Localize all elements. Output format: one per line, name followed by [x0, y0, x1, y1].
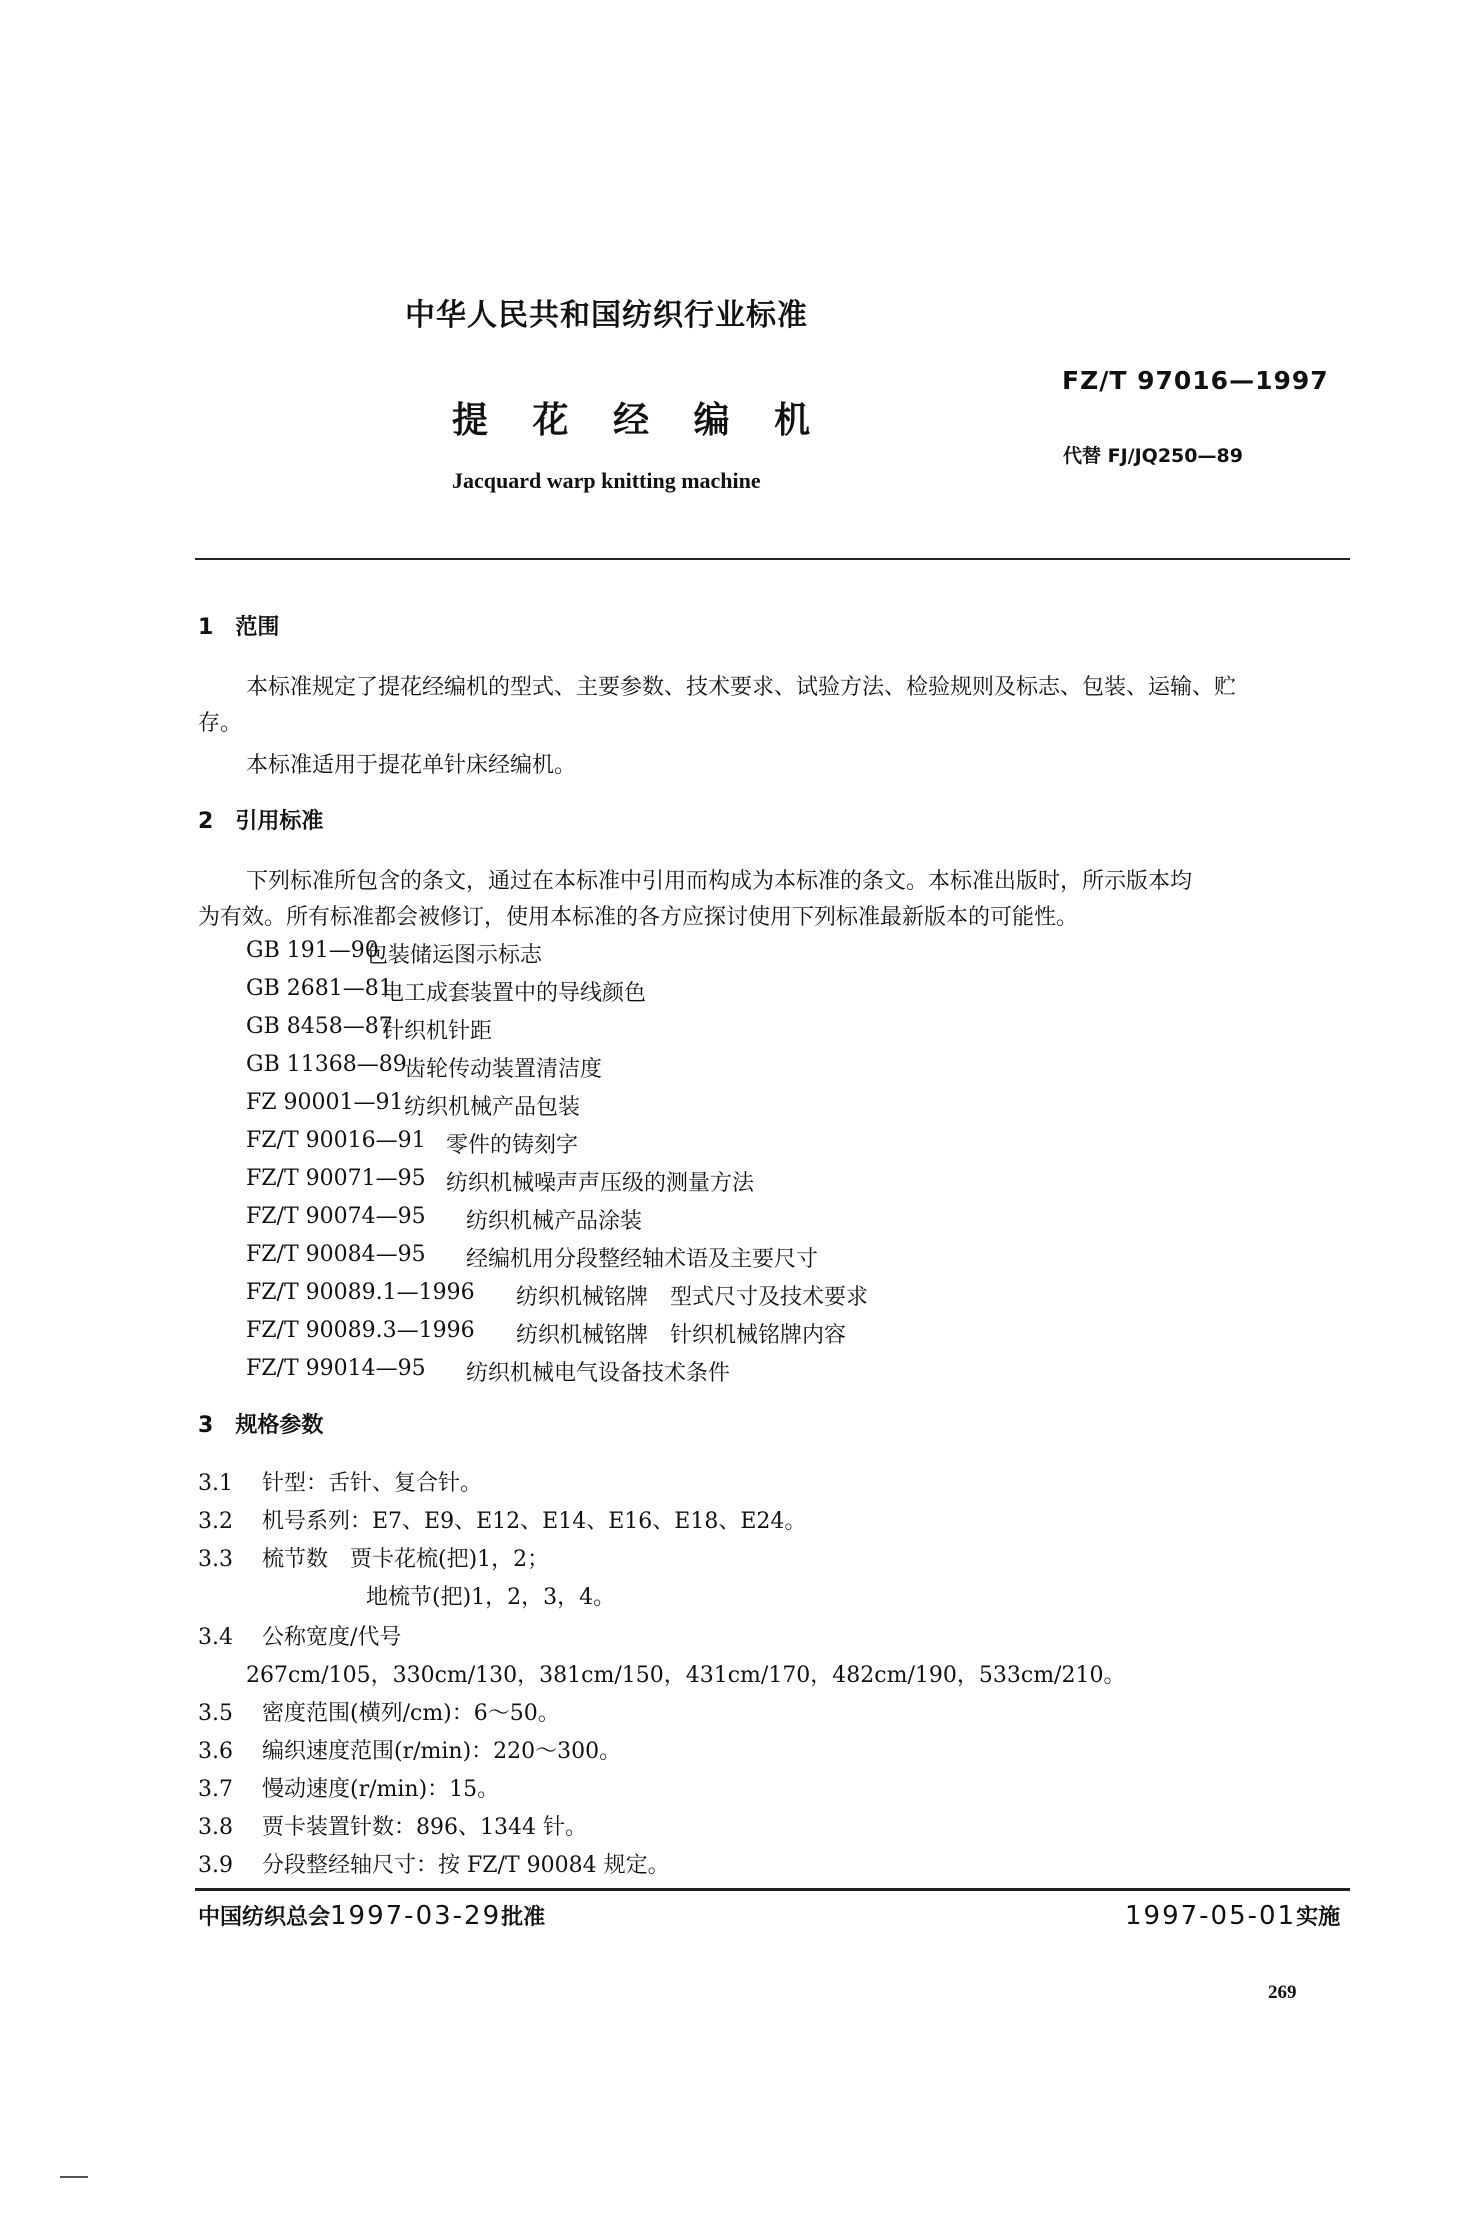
reference-item: [246, 1356, 731, 1386]
spec-number: 3.5: [198, 1701, 233, 1726]
reference-item: [246, 976, 647, 1006]
section-2-title: 引用标准: [235, 809, 324, 834]
reference-code: FZ/T 90071—95: [246, 1166, 426, 1191]
reference-item: [246, 1090, 581, 1120]
spec-item: [198, 1772, 499, 1803]
section-1-paragraph-2: 本标准适用于提花单针床经编机。: [246, 753, 577, 778]
section-1-paragraph-1-cont: 存。: [198, 711, 243, 736]
section-3-number: 3: [198, 1413, 214, 1438]
reference-title: 纺织机械产品涂装: [466, 1209, 643, 1234]
spec-text: 贾卡装置针数：896、1344 针。: [262, 1815, 587, 1840]
reference-item: [246, 1128, 579, 1158]
spec-text: 地梳节(把)1，2，3，4。: [366, 1585, 616, 1610]
reference-code: GB 11368—89: [246, 1052, 407, 1077]
reference-title: 经编机用分段整经轴术语及主要尺寸: [466, 1247, 819, 1272]
reference-item: [246, 1204, 643, 1234]
approval-date: 1997-03-29: [330, 1901, 502, 1931]
reference-code: FZ/T 90074—95: [246, 1204, 426, 1229]
spec-text: 267cm/105，330cm/130，381cm/150，431cm/170，482cm/190，533cm/210。: [246, 1663, 1126, 1688]
issuing-body: 中华人民共和国纺织行业标准: [405, 298, 808, 333]
reference-title: 零件的铸刻字: [446, 1133, 579, 1158]
spec-text: 密度范围(横列/cm)：6～50。: [262, 1701, 560, 1726]
reference-code: FZ/T 90016—91: [246, 1128, 426, 1153]
approval-line: [198, 1900, 545, 1931]
footer-rule: [195, 1888, 1350, 1891]
spec-item-cont: [366, 1580, 615, 1611]
spec-text: 机号系列：E7、E9、E12、E14、E16、E18、E24。: [262, 1509, 807, 1534]
page-number: 269: [1268, 1982, 1297, 2003]
spec-item-cont: [246, 1658, 1125, 1689]
section-2-paragraph-cont: 为有效。所有标准都会被修订，使用本标准的各方应探讨使用下列标准最新版本的可能性。: [198, 905, 1079, 930]
spec-number: 3.7: [198, 1777, 233, 1802]
section-1-paragraph-1: 本标准规定了提花经编机的型式、主要参数、技术要求、试验方法、检验规则及标志、包装、运输、贮: [246, 675, 1237, 700]
reference-title: 纺织机械铭牌 型式尺寸及技术要求: [516, 1285, 869, 1310]
reference-title: 纺织机械产品包装: [404, 1095, 581, 1120]
spec-text: 公称宽度/代号: [262, 1625, 402, 1650]
reference-code: FZ/T 90084—95: [246, 1242, 426, 1267]
section-1-title: 范围: [235, 615, 280, 640]
standard-number: FZ/T 97016—1997: [1062, 366, 1329, 395]
spec-item: [198, 1542, 549, 1573]
section-2-heading: [198, 804, 323, 835]
spec-item: [198, 1620, 401, 1651]
approval-label: 批准: [501, 1905, 546, 1930]
effective-label: 实施: [1296, 1905, 1341, 1930]
reference-title: 纺织机械噪声声压级的测量方法: [446, 1171, 755, 1196]
reference-title: 纺织机械电气设备技术条件: [466, 1361, 731, 1386]
effective-date: 1997-05-01: [1125, 1901, 1297, 1931]
scan-mark: [60, 2176, 88, 2178]
section-1-number: 1: [198, 615, 214, 640]
approving-body: 中国纺织总会: [198, 1905, 331, 1930]
reference-item: [246, 1242, 819, 1272]
spec-item: [198, 1504, 806, 1535]
spec-item: [198, 1848, 670, 1879]
reference-code: GB 191—90: [246, 938, 379, 963]
spec-item: [198, 1696, 560, 1727]
spec-number: 3.1: [198, 1471, 233, 1496]
english-title: Jacquard warp knitting machine: [452, 468, 761, 493]
spec-text: 梳节数 贾卡花梳(把)1，2；: [262, 1547, 550, 1572]
reference-title: 齿轮传动装置清洁度: [404, 1057, 603, 1082]
effective-line: [1125, 1900, 1340, 1931]
reference-code: FZ/T 90089.3—1996: [246, 1318, 475, 1343]
spec-number: 3.9: [198, 1853, 233, 1878]
section-3-title: 规格参数: [235, 1413, 324, 1438]
header-rule: [195, 558, 1350, 560]
section-3-heading: [198, 1408, 323, 1439]
reference-title: 针织机针距: [382, 1019, 493, 1044]
spec-number: 3.8: [198, 1815, 233, 1840]
reference-code: GB 8458—87: [246, 1014, 393, 1039]
spec-text: 分段整经轴尺寸：按 FZ/T 90084 规定。: [262, 1853, 670, 1878]
section-2-number: 2: [198, 809, 214, 834]
spec-text: 针型：舌针、复合针。: [262, 1471, 483, 1496]
reference-item: [246, 1166, 755, 1196]
document-title: 提 花 经 编 机: [452, 400, 827, 441]
section-1-heading: [198, 610, 279, 641]
spec-number: 3.3: [198, 1547, 233, 1572]
section-2-paragraph: 下列标准所包含的条文，通过在本标准中引用而构成为本标准的条文。本标准出版时，所示版本均: [246, 869, 1193, 894]
reference-title: 纺织机械铭牌 针织机械铭牌内容: [516, 1323, 847, 1348]
reference-item: [246, 1052, 603, 1082]
reference-item: [246, 1280, 869, 1310]
spec-text: 编织速度范围(r/min)：220～300。: [262, 1739, 622, 1764]
replaces-standard: 代替 FJ/JQ250—89: [1063, 445, 1243, 467]
reference-item: [246, 1318, 847, 1348]
reference-code: GB 2681—81: [246, 976, 393, 1001]
reference-title: 电工成套装置中的导线颜色: [382, 981, 647, 1006]
reference-item: [246, 1014, 493, 1044]
reference-code: FZ/T 99014—95: [246, 1356, 426, 1381]
spec-number: 3.6: [198, 1739, 233, 1764]
spec-item: [198, 1466, 482, 1497]
spec-item: [198, 1810, 587, 1841]
reference-code: FZ 90001—91: [246, 1090, 404, 1115]
reference-title: 包装储运图示标志: [366, 943, 543, 968]
spec-number: 3.2: [198, 1509, 233, 1534]
spec-number: 3.4: [198, 1625, 233, 1650]
reference-item: [246, 938, 543, 968]
spec-item: [198, 1734, 621, 1765]
reference-code: FZ/T 90089.1—1996: [246, 1280, 475, 1305]
spec-text: 慢动速度(r/min)：15。: [262, 1777, 500, 1802]
